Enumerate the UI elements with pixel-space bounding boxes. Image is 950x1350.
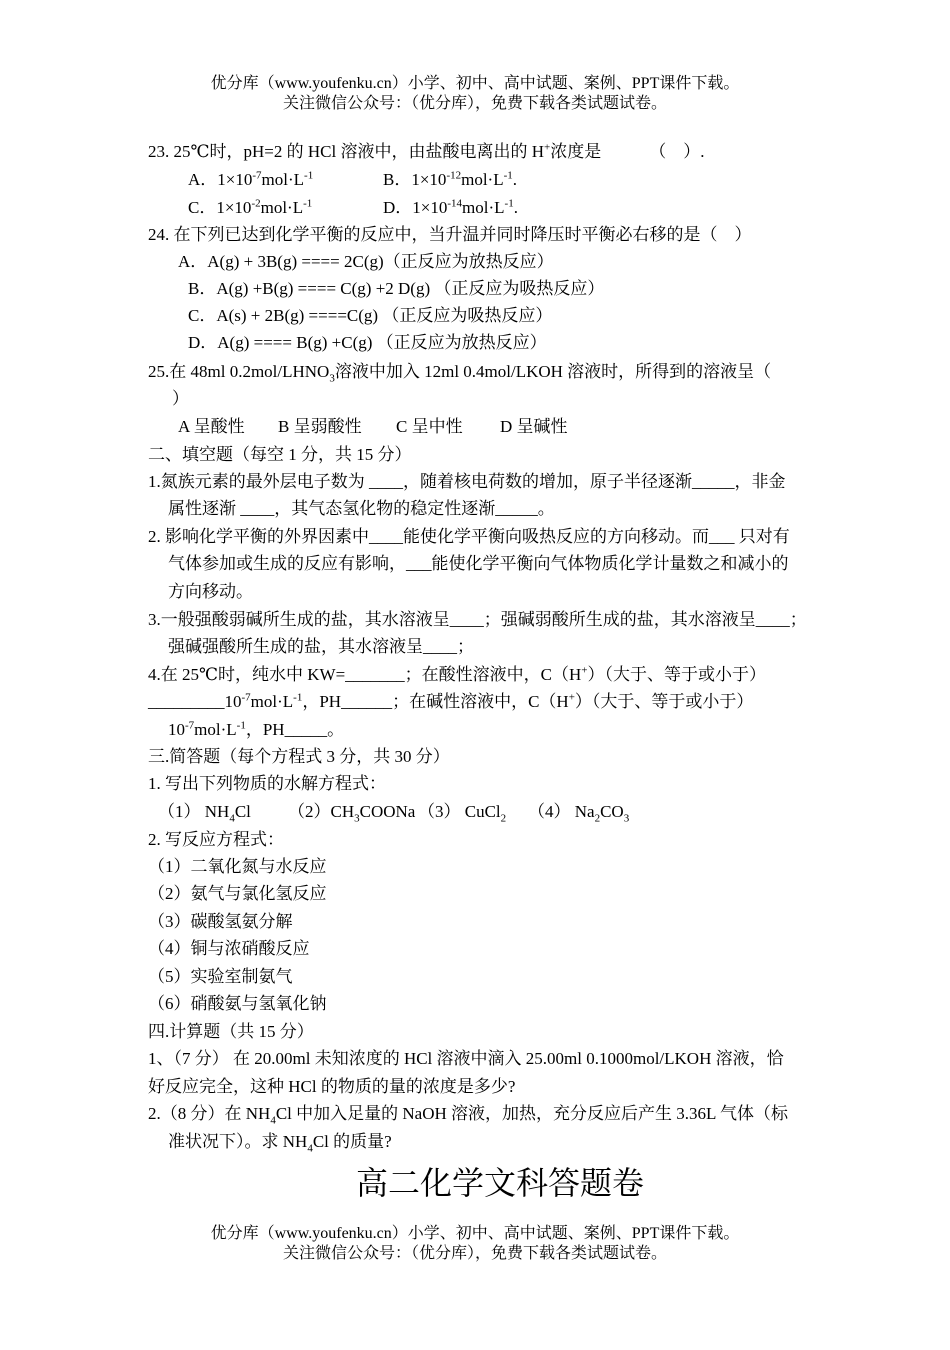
sec3-r4: （4）铜与浓硝酸反应 — [148, 939, 310, 958]
footer-line-1: 优分库（www.youfenku.cn）小学、初中、高中试题、案例、PPT课件下载。 — [210, 1225, 740, 1242]
q23-option-d: D．$1\times 10^{-14}mol\cdot L^{-1}$. — [383, 197, 518, 217]
sec3-item-4: （4） $Na_2CO_3$ — [528, 802, 630, 825]
q25-stem-close: ） — [172, 389, 189, 408]
sec4-q1-line2: 好反应完全，这种 HCl 的物质的量的浓度是多少? — [148, 1077, 516, 1096]
sec4-q2-line2: 准状况下）。求 $NH_4Cl$ 的质量? — [168, 1132, 392, 1155]
q23-options-ab — [188, 168, 517, 192]
sec3-r6: （6）硝酸氨与氢氧化钠 — [148, 994, 327, 1013]
q24-option-c: C．A(s) + 2B(g) ====C(g) （正反应为吸热反应） — [188, 306, 553, 325]
sec2-q1-line2: 属性逐渐 ____，其气态氢化物的稳定性逐渐_____。 — [168, 499, 555, 518]
sec3-item-3: （3） CuCl$_2$ — [418, 802, 507, 825]
sec4-q2-line1: 2.（8 分）在 $NH_4Cl$ 中加入足量的 NaOH 溶液，加热，充分反应后产生 3.36L 气体（标 — [148, 1104, 789, 1127]
sec3-item-2: $(2)CH_3COONa$ — [288, 802, 416, 825]
sec4-q1-line1: 1、（7 分） 在 20.00ml 未知浓度的 HCl 溶液中滴入 25.00ml 0.1000mol/LKOH 溶液，恰 — [148, 1049, 784, 1068]
q23-options-cd — [188, 196, 518, 220]
footer-line-2: 关注微信公众号：（优分库），免费下载各类试题试卷。 — [282, 1245, 667, 1262]
sec2-q3-line1: 3.一般强酸弱碱所生成的盐，其水溶液呈____；强碱弱酸所生成的盐，其水溶液呈____； — [148, 610, 807, 629]
q23-stem — [148, 140, 704, 164]
sec3-r2: （2）氨气与氯化氢反应 — [148, 884, 327, 903]
sec3-r3: （3）碳酸氢氨分解 — [148, 912, 293, 931]
sec2-q4-line1: 4.在 25℃时，纯水中 KW=_______；在酸性溶液中，C（H+）（大于、等于或小于） — [148, 664, 767, 684]
sec4-title: 四.计算题（共 15 分） — [148, 1022, 314, 1041]
q25-option-d: D 呈碱性 — [500, 417, 568, 436]
sec2-q4-line3: $10^{-7}mol\cdot L^{-1}$，PH_____。 — [168, 719, 345, 739]
q24-option-d: D．A(g) ==== B(g) +C(g) （正反应为放热反应） — [188, 333, 547, 352]
sec2-q1-line1: 1.氮族元素的最外层电子数为 ____，随着核电荷数的增加，原子半径逐渐_____，非金 — [148, 472, 786, 491]
q23-stem-text-b: 浓度是 — [550, 142, 602, 161]
sec2-title: 二、填空题（每空 1 分，共 15 分） — [148, 445, 412, 464]
q25-option-b: B 呈弱酸性 — [278, 417, 362, 436]
q25-option-a: A 呈酸性 — [178, 417, 245, 436]
q23-option-c: C．$1\times 10^{-2}mol\cdot L^{-1}$ — [188, 197, 313, 217]
q24-option-b: B．A(g) +B(g) ==== C(g) +2 D(g) （正反应为吸热反应） — [188, 279, 605, 298]
q25-options — [178, 415, 568, 439]
sec2-q3-line2: 强碱强酸所生成的盐，其水溶液呈____； — [168, 637, 474, 656]
sec3-q1-items — [158, 800, 629, 824]
q23-option-b: B．$1\times 10^{-12}mol\cdot L^{-1}$. — [383, 169, 518, 189]
q23-stem-sup: + — [544, 141, 551, 154]
sec2-q4-line2: $\_\_\_\_\_\_\_\_\_10^{-7}mol\cdot L^{-1}$，PH______；在碱性溶液中，C（H+）（大于、等于或小于） — [148, 691, 754, 711]
q24-stem: 24. 在下列已达到化学平衡的反应中，当升温并同时降压时平衡必右移的是（ ） — [148, 225, 752, 244]
header-line-1: 优分库（www.youfenku.cn）小学、初中、高中试题、案例、PPT课件下载。 — [210, 75, 740, 92]
q24-option-a: A．A(g) + 3B(g) ==== 2C(g)（正反应为放热反应） — [178, 252, 554, 271]
sec2-q2-line2: 气体参加或生成的反应有影响，___能使化学平衡向气体物质化学计量数之和减小的 — [168, 554, 789, 573]
header-line-2: 关注微信公众号：（优分库），免费下载各类试题试卷。 — [282, 95, 667, 112]
answer-sheet-title: 高二化学文科答题卷 — [355, 1165, 644, 1201]
q23-stem-text: 23. 25℃时，pH=2 的 HCl 溶液中，由盐酸电离出的 H — [148, 142, 544, 161]
sec3-item-1: （1） $NH_4Cl$ — [158, 802, 251, 825]
q23-option-a: A．$1\times 10^{-7}mol\cdot L^{-1}$ — [188, 169, 314, 189]
sec3-r5: （5）实验室制氨气 — [148, 967, 293, 986]
sec2-q2-line1: 2. 影响化学平衡的外界因素中____能使化学平衡向吸热反应的方向移动。而___ 只对有 — [148, 527, 790, 546]
q25-stem: 25.在 48ml $0.2mol/LHNO_3$溶液中加入 12ml 0.4mol/LKOH 溶液时，所得到的溶液呈（ — [148, 362, 772, 385]
sec3-q2: 2. 写反应方程式： — [148, 830, 284, 849]
sec3-r1: （1）二氧化氮与水反应 — [148, 857, 327, 876]
sec3-q1: 1. 写出下列物质的水解方程式： — [148, 774, 386, 793]
q23-answer-paren: （ ）. — [649, 142, 705, 161]
sec3-title: 三.简答题（每个方程式 3 分，共 30 分） — [148, 747, 450, 766]
sec2-q2-line3: 方向移动。 — [168, 582, 253, 601]
q25-option-c: C 呈中性 — [396, 417, 463, 436]
